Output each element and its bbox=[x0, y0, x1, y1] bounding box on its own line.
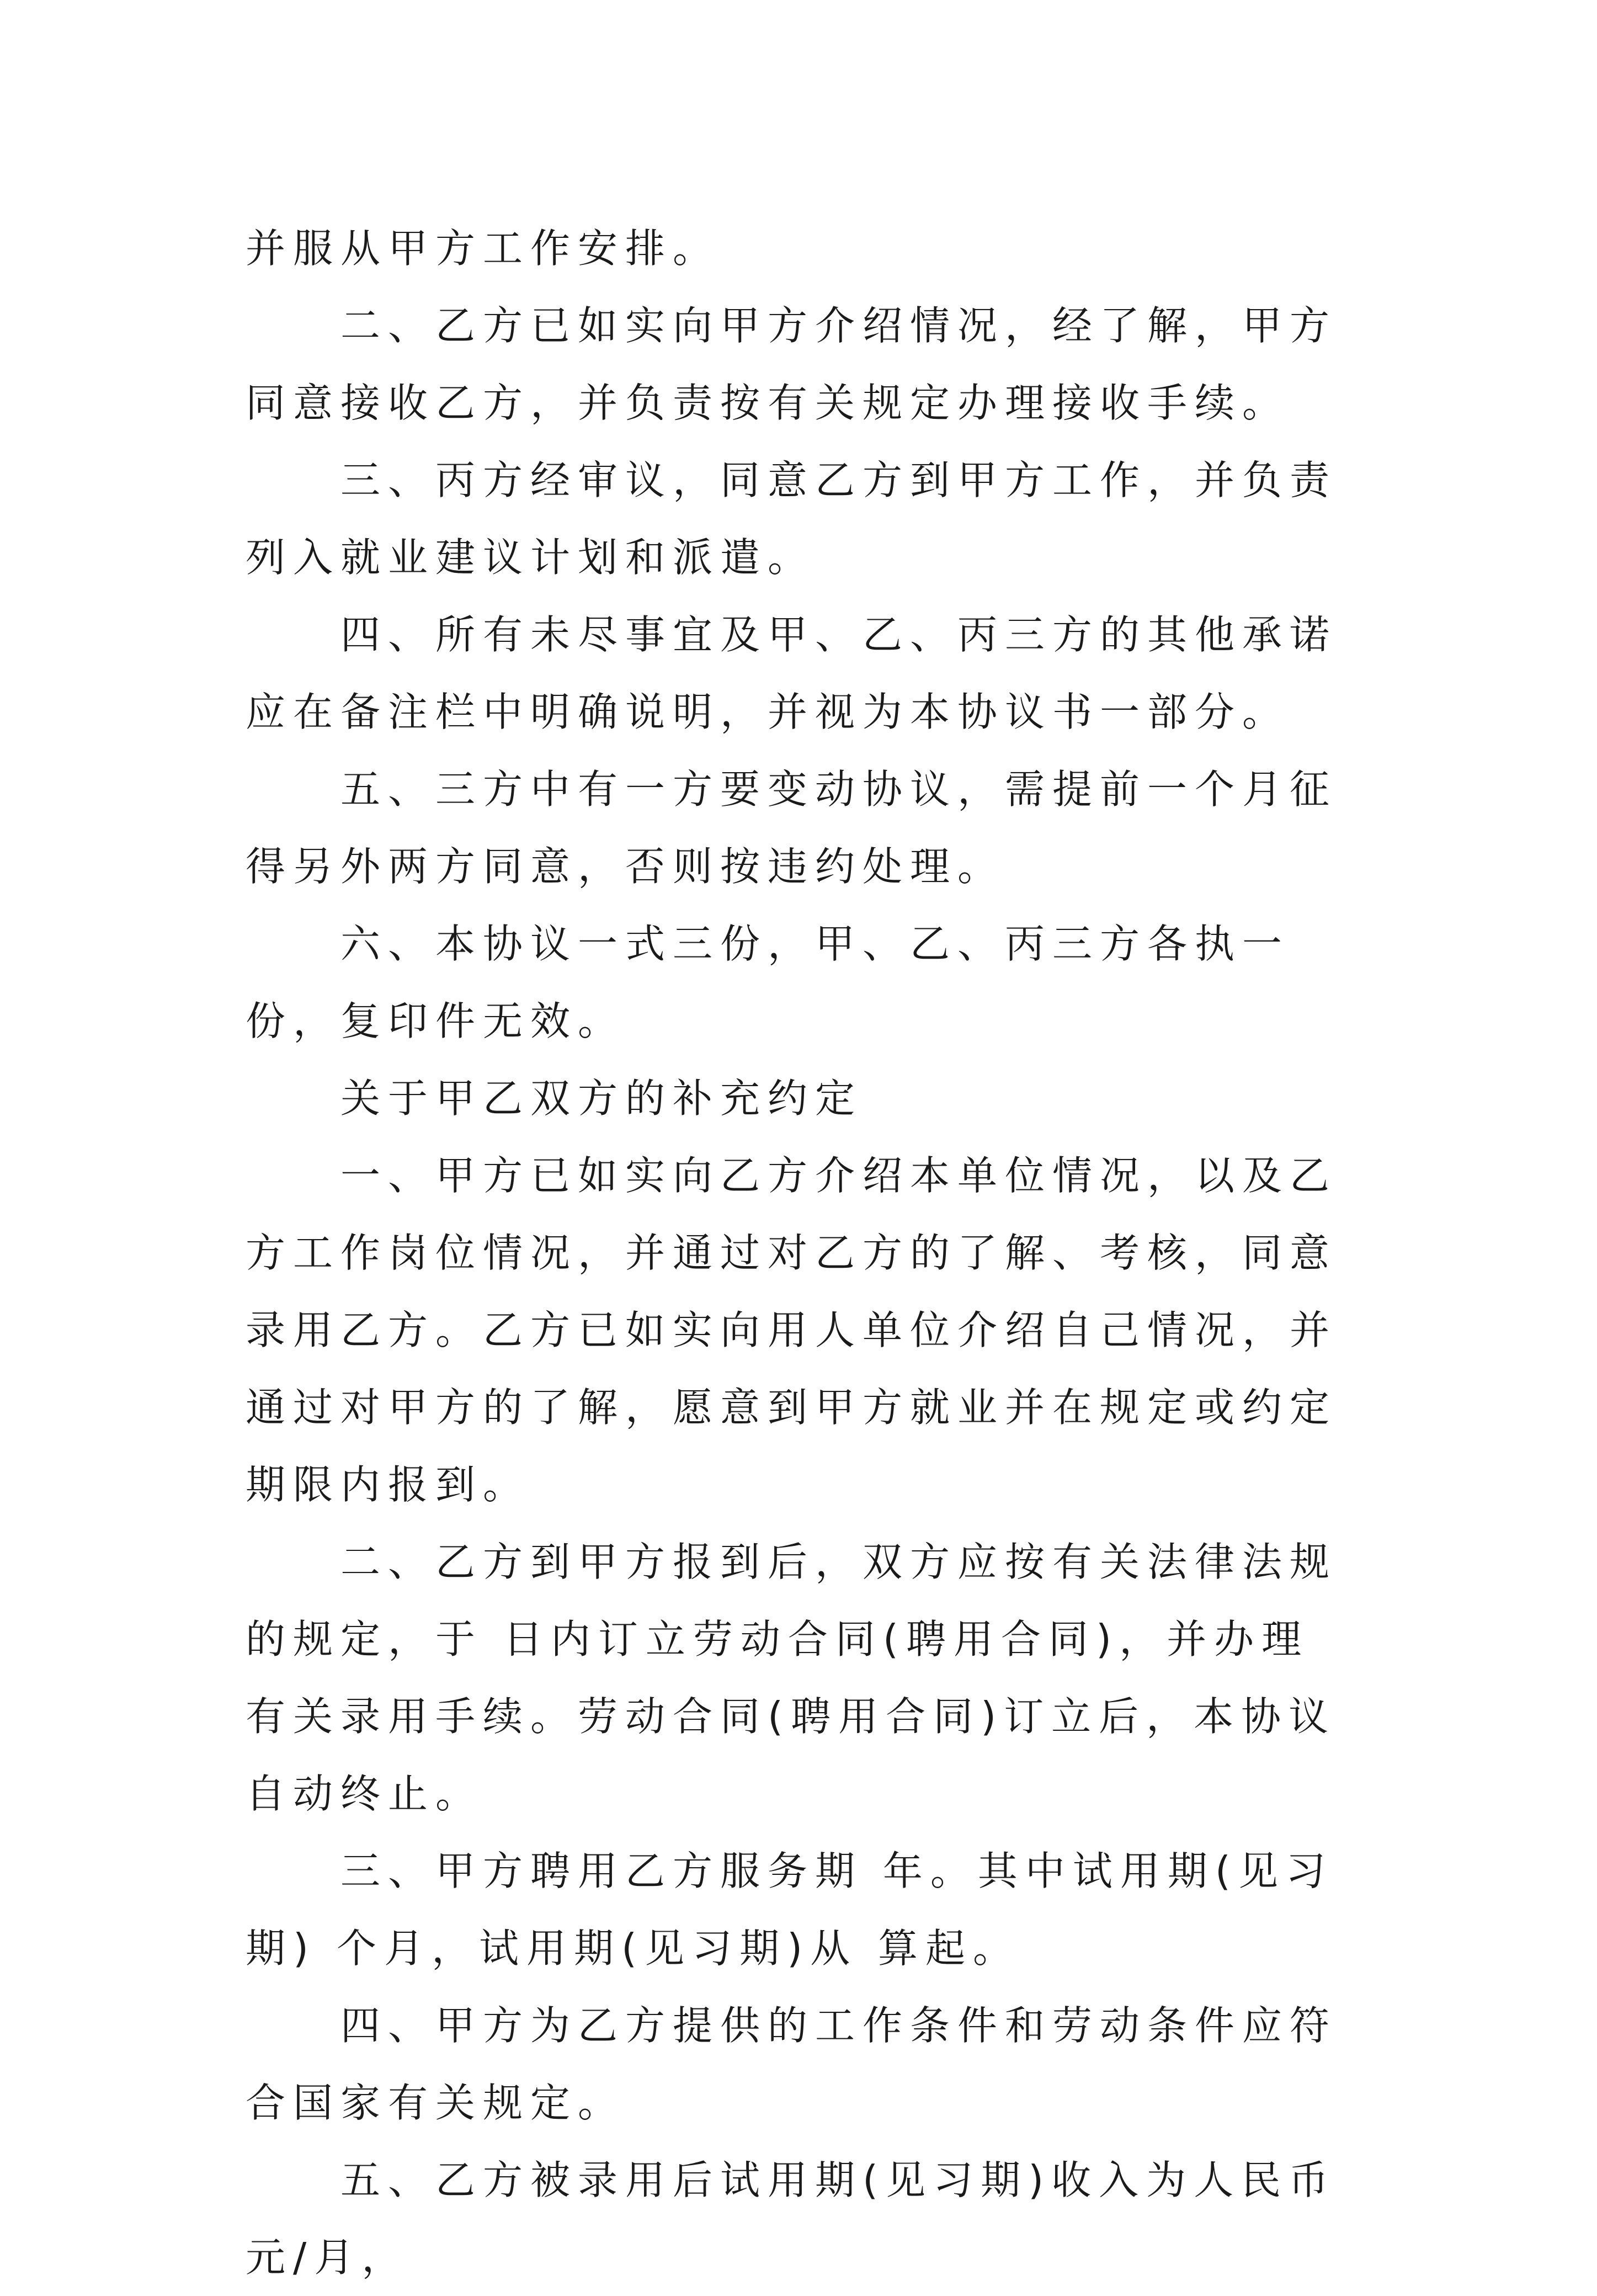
document-body bbox=[246, 210, 1355, 2296]
paragraph-supplement-3: 三、甲方聘用乙方服务期 年。其中试用期(见习期) 个月，试用期(见习期)从 算起。 bbox=[246, 1848, 1333, 1971]
paragraph-supplement-2: 二、乙方到甲方报到后，双方应按有关法律法规的规定，于 日内订立劳动合同(聘用合同)，并办理有关录用手续。劳动合同(聘用合同)订立后，本协议自动终止。 bbox=[246, 1539, 1338, 1817]
paragraph-supplement-1: 一、甲方已如实向乙方介绍本单位情况，以及乙方工作岗位情况，并通过对乙方的了解、考核，同意录用乙方。乙方已如实向用人单位介绍自己情况，并通过对甲方的了解，愿意到甲方就业并在规定或约定期限内报到。 bbox=[246, 1152, 1338, 1508]
paragraph-clause-5: 五、三方中有一方要变动协议，需提前一个月征得另外两方同意，否则按违约处理。 bbox=[246, 766, 1338, 890]
paragraph-clause-2: 二、乙方已如实向甲方介绍情况，经了解，甲方同意接收乙方，并负责按有关规定办理接收手续。 bbox=[246, 302, 1338, 426]
section-heading-supplement: 关于甲乙双方的补充约定 bbox=[340, 1075, 863, 1122]
paragraph-clause-4: 四、所有未尽事宜及甲、乙、丙三方的其他承诺应在备注栏中明确说明，并视为本协议书一部分。 bbox=[246, 612, 1338, 735]
paragraph-continuation: 并服从甲方工作安排。 bbox=[246, 225, 721, 272]
paragraph-supplement-5: 五、乙方被录用后试用期(见习期)收入为人民币 元/月， bbox=[246, 2157, 1337, 2281]
paragraph-clause-3: 三、丙方经审议，同意乙方到甲方工作，并负责列入就业建议计划和派遣。 bbox=[246, 457, 1338, 581]
paragraph-supplement-4: 四、甲方为乙方提供的工作条件和劳动条件应符合国家有关规定。 bbox=[246, 2002, 1338, 2126]
paragraph-clause-6: 六、本协议一式三份，甲、乙、丙三方各执一份，复印件无效。 bbox=[246, 921, 1290, 1044]
